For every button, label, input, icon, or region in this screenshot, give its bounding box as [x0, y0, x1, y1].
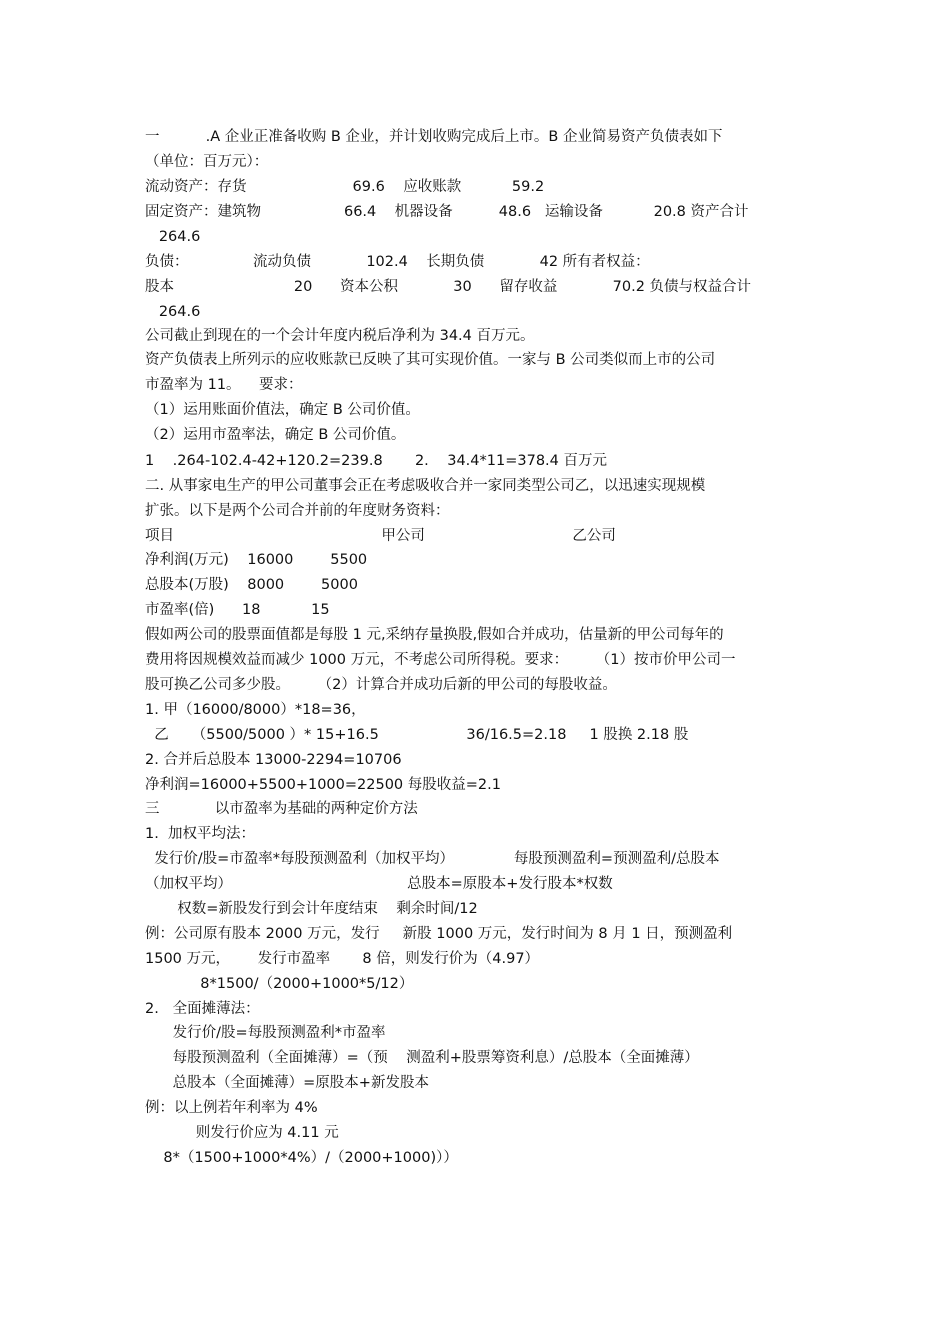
text-line: 市盈率为 11。 要求： — [145, 377, 303, 393]
text-line: 1. 加权平均法： — [145, 826, 256, 842]
text-line: （2）运用市盈率法，确定 B 公司价值。 — [145, 427, 406, 443]
text-line: 8*（1500+1000*4%）/（2000+1000)）） — [145, 1150, 458, 1166]
text-line: 每股预测盈利（全面摊薄）=（预 测盈利+股票筹资利息）/总股本（全面摊薄） — [145, 1050, 699, 1066]
text-line: 2. 全面摊薄法： — [145, 1001, 260, 1017]
text-line: 项目 甲公司 乙公司 — [145, 528, 616, 544]
text-line: 乙 （5500/5000 ）* 15+16.5 36/16.5=2.18 1 股换 2.18 股 — [145, 727, 689, 743]
text-line: 负债： 流动负债 102.4 长期负债 42 所有者权益： — [145, 254, 650, 270]
text-line: （1）运用账面价值法，确定 B 公司价值。 — [145, 402, 420, 418]
text-line: 总股本(万股) 8000 5000 — [145, 577, 358, 593]
text-line: （单位：百万元）： — [145, 154, 269, 170]
text-line: （加权平均） 总股本=原股本+发行股本*权数 — [145, 876, 613, 892]
text-line: 264.6 — [145, 304, 201, 320]
text-line: 总股本（全面摊薄）=原股本+新发股本 — [145, 1075, 429, 1091]
text-line: 流动资产：存货 69.6 应收账款 59.2 — [145, 179, 545, 195]
text-line: 例：公司原有股本 2000 万元，发行 新股 1000 万元，发行时间为 8 月 1 日，预测盈利 — [145, 926, 733, 942]
text-line: 发行价/股=每股预测盈利*市盈率 — [145, 1025, 386, 1041]
text-line: 发行价/股=市盈率*每股预测盈利（加权平均） 每股预测盈利=预测盈利/总股本 — [145, 851, 720, 867]
text-line: 三 以市盈率为基础的两种定价方法 — [145, 801, 418, 817]
text-line: 净利润=16000+5500+1000=22500 每股收益=2.1 — [145, 777, 501, 793]
text-line: 假如两公司的股票面值都是每股 1 元,采纳存量换股,假如合并成功，估量新的甲公司每年的 — [145, 627, 724, 643]
text-line: 股本 20 资本公积 30 留存收益 70.2 负债与权益合计 — [145, 279, 752, 295]
text-line: 市盈率(倍) 18 15 — [145, 602, 330, 618]
text-line: 一 .A 企业正准备收购 B 企业，并计划收购完成后上市。B 企业简易资产负债表如下 — [145, 129, 723, 145]
text-line: 1500 万元， 发行市盈率 8 倍，则发行价为（4.97） — [145, 951, 540, 967]
text-line: 费用将因规模效益而减少 1000 万元，不考虑公司所得税。要求： （1）按市价甲公司一 — [145, 652, 736, 668]
text-line: 扩张。以下是两个公司合并前的年度财务资料： — [145, 503, 450, 519]
text-line: 权数=新股发行到会计年度结束 剩余时间/12 — [145, 901, 478, 917]
text-line: 1. 甲（16000/8000）*18=36， — [145, 702, 366, 718]
text-line: 则发行价应为 4.11 元 — [145, 1125, 339, 1141]
text-line: 1 .264-102.4-42+120.2=239.8 2. 34.4*11=378.4 百万元 — [145, 453, 607, 469]
text-line: 股可换乙公司多少股。 （2）计算合并成功后新的甲公司的每股收益。 — [145, 677, 617, 693]
text-line: 资产负债表上所列示的应收账款已反映了其可实现价值。一家与 B 公司类似而上市的公司 — [145, 352, 716, 368]
text-line: 公司截止到现在的一个会计年度内税后净利为 34.4 百万元。 — [145, 328, 535, 344]
text-line: 例：以上例若年利率为 4% — [145, 1100, 318, 1116]
text-line: 固定资产：建筑物 66.4 机器设备 48.6 运输设备 20.8 资产合计 — [145, 204, 749, 220]
text-line: 264.6 — [145, 229, 201, 245]
text-line: 2. 合并后总股本 13000-2294=10706 — [145, 752, 402, 768]
text-line: 二. 从事家电生产的甲公司董事会正在考虑吸收合并一家同类型公司乙，以迅速实现规模 — [145, 478, 706, 494]
text-line: 净利润(万元) 16000 5500 — [145, 552, 368, 568]
text-line: 8*1500/（2000+1000*5/12） — [145, 976, 414, 992]
